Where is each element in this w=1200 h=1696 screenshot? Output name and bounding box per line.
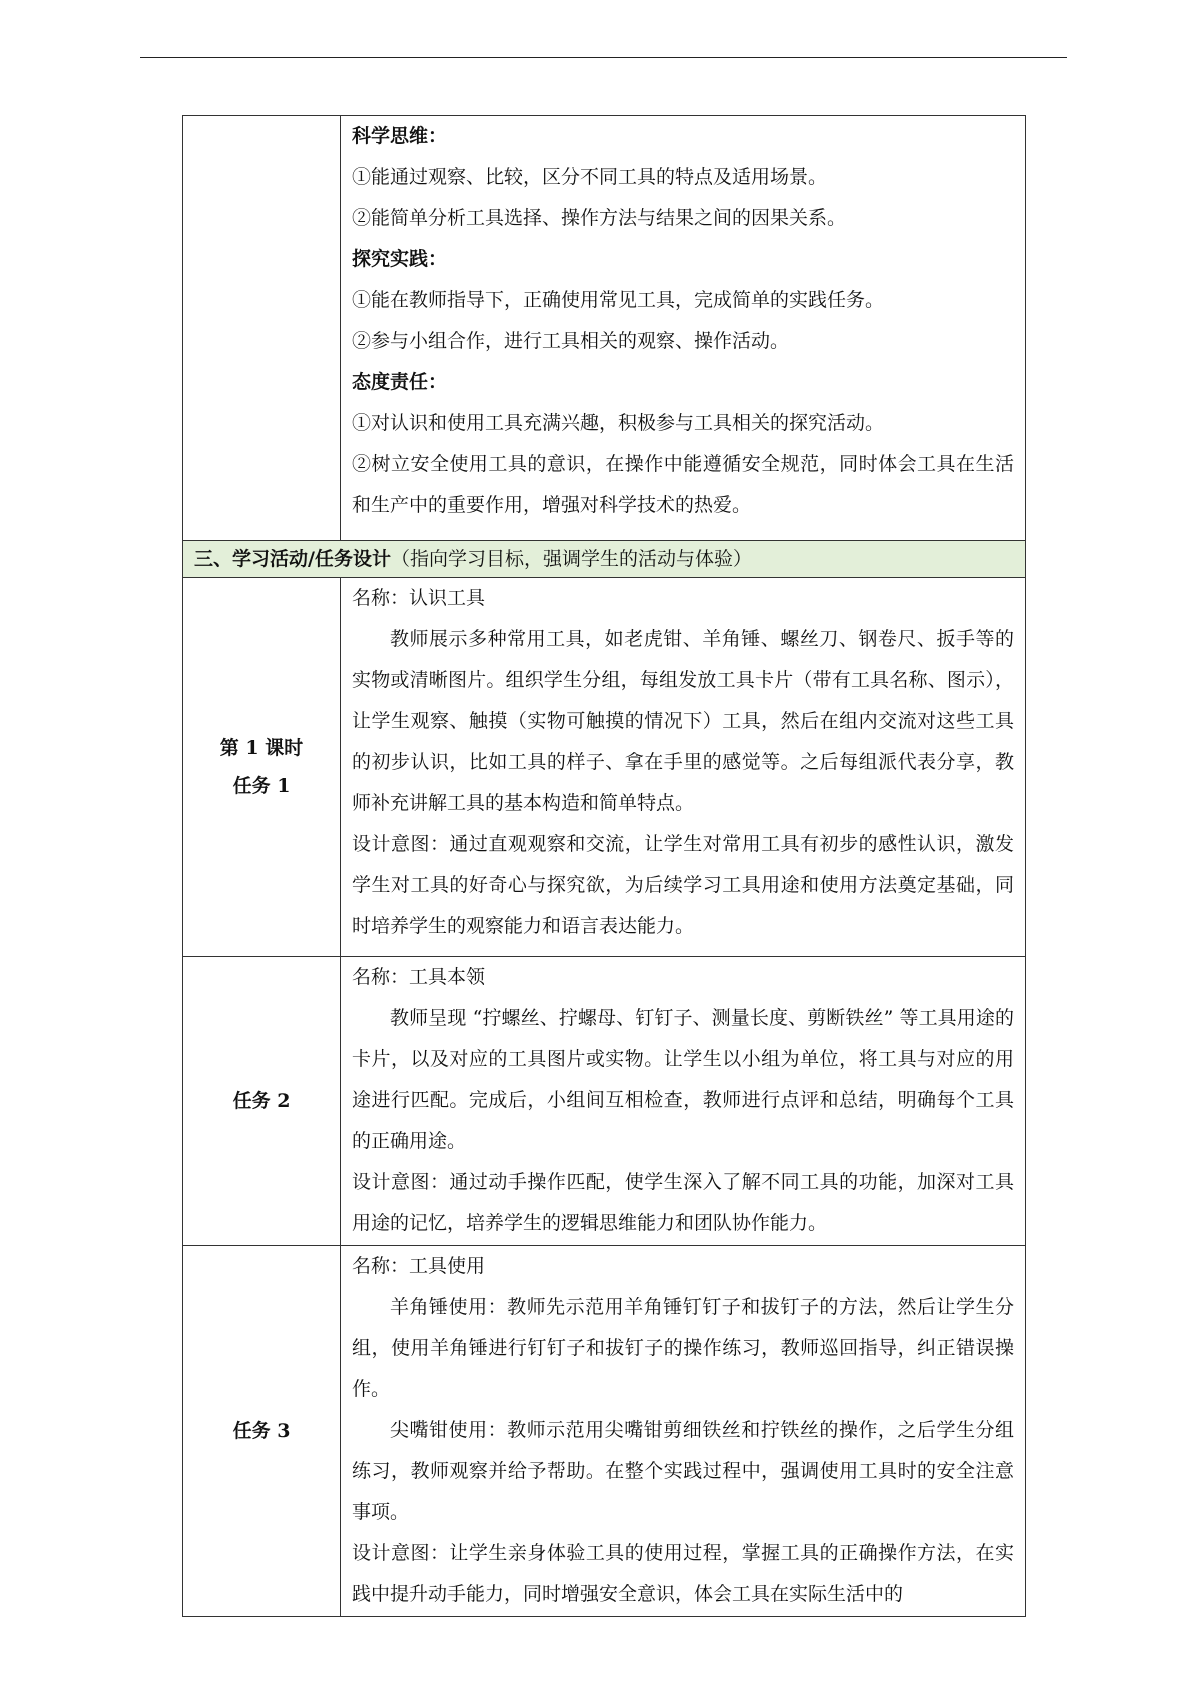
task-3-label: 任务 3 [232, 1420, 291, 1442]
lesson-label: 第 1 课时 [219, 737, 304, 759]
task-1-label-cell [183, 578, 341, 957]
task-1-name: 名称：认识工具 [352, 587, 486, 609]
task-1-label: 任务 1 [232, 775, 291, 797]
inquiry-practice-heading: 探究实践： [352, 248, 448, 270]
attitude-item-1: ①对认识和使用工具充满兴趣，积极参与工具相关的探究活动。 [352, 412, 885, 434]
task-2-label: 任务 2 [232, 1090, 291, 1112]
inquiry-practice-item-1: ①能在教师指导下，正确使用常见工具，完成简单的实践任务。 [352, 289, 885, 311]
science-thinking-item-2: ②能简单分析工具选择、操作方法与结果之间的因果关系。 [352, 207, 847, 229]
task-2-intent: 设计意图：通过动手操作匹配，使学生深入了解不同工具的功能，加深对工具用途的记忆，培养学生的逻辑思维能力和团队协作能力。 [352, 1171, 1014, 1234]
task-2-body: 教师呈现 “拧螺丝、拧螺母、钉钉子、测量长度、剪断铁丝” 等工具用途的卡片，以及对应的工具图片或实物。让学生以小组为单位，将工具与对应的用途进行匹配。完成后，小组间互相检查，教师进行点评和总结，明确每个工具的正确用途。 [352, 1007, 1014, 1152]
task-1-body: 教师展示多种常用工具，如老虎钳、羊角锤、螺丝刀、钢卷尺、扳手等的实物或清晰图片。组织学生分组，每组发放工具卡片（带有工具名称、图示），让学生观察、触摸（实物可触摸的情况下）工具，然后在组内交流对这些工具的初步认识，比如工具的样子、拿在手里的感觉等。之后每组派代表分享，教师补充讲解工具的基本构造和简单特点。 [352, 628, 1014, 814]
section-header-row [183, 541, 1026, 578]
section-header [183, 541, 1026, 578]
task-3-body-hammer: 羊角锤使用：教师先示范用羊角锤钉钉子和拔钉子的方法，然后让学生分组，使用羊角锤进行钉钉子和拔钉子的操作练习，教师巡回指导，纠正错误操作。 [352, 1296, 1014, 1400]
objectives-row [183, 116, 1026, 541]
task-2-content-cell [341, 957, 1026, 1246]
task-3-name: 名称：工具使用 [352, 1255, 486, 1277]
task-row-3 [183, 1246, 1026, 1617]
task-3-label-cell [183, 1246, 341, 1617]
task-2-name: 名称：工具本领 [352, 966, 486, 988]
objectives-label-cell [183, 116, 341, 541]
section-title: 三、学习活动/任务设计 [194, 548, 391, 570]
header-rule [140, 57, 1067, 58]
science-thinking-heading: 科学思维： [352, 125, 448, 147]
task-row-1 [183, 578, 1026, 957]
lesson-plan-table [182, 115, 1026, 1617]
task-row-2 [183, 957, 1026, 1246]
inquiry-practice-item-2: ②参与小组合作，进行工具相关的观察、操作活动。 [352, 330, 790, 352]
task-3-body-pliers: 尖嘴钳使用：教师示范用尖嘴钳剪细铁丝和拧铁丝的操作，之后学生分组练习，教师观察并给予帮助。在整个实践过程中，强调使用工具时的安全注意事项。 [352, 1419, 1014, 1523]
attitude-heading: 态度责任： [352, 371, 448, 393]
task-1-content-cell [341, 578, 1026, 957]
science-thinking-item-1: ①能通过观察、比较，区分不同工具的特点及适用场景。 [352, 166, 828, 188]
task-1-intent: 设计意图：通过直观观察和交流，让学生对常用工具有初步的感性认识，激发学生对工具的好奇心与探究欲，为后续学习工具用途和使用方法奠定基础，同时培养学生的观察能力和语言表达能力。 [352, 833, 1014, 937]
task-3-intent: 设计意图：让学生亲身体验工具的使用过程，掌握工具的正确操作方法，在实践中提升动手能力，同时增强安全意识，体会工具在实际生活中的 [352, 1542, 1014, 1605]
attitude-item-2: ②树立安全使用工具的意识，在操作中能遵循安全规范，同时体会工具在生活和生产中的重要作用，增强对科学技术的热爱。 [352, 453, 1014, 516]
task-3-content-cell [341, 1246, 1026, 1617]
task-2-label-cell [183, 957, 341, 1246]
section-note: （指向学习目标，强调学生的活动与体验） [390, 548, 752, 570]
objectives-content-cell [341, 116, 1026, 541]
